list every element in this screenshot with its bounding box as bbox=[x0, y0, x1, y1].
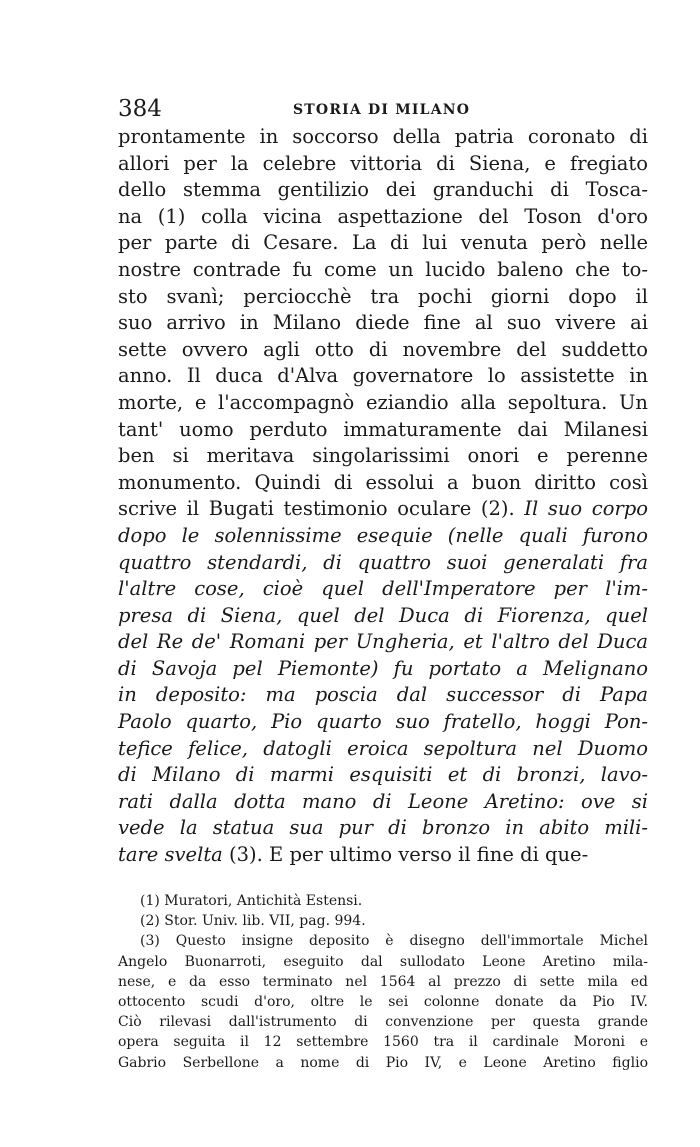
footnote-line: Angelo Buonarroti, eseguito dal sullodato Leone Aretino mila- bbox=[118, 953, 648, 970]
body-line bbox=[118, 682, 648, 709]
text-span: na (1) colla vicina aspettazione del Toson d'oro bbox=[118, 204, 648, 228]
body-line bbox=[118, 310, 648, 337]
italic-quote-span: quattro stendardi, di quattro suoi generalati fra bbox=[118, 550, 648, 574]
body-line bbox=[118, 417, 648, 444]
italic-quote-span: di Milano di marmi esquisiti et di bronzi, lavo- bbox=[118, 763, 648, 787]
text-span: dello stemma gentilizio dei granduchi di Tosca- bbox=[118, 178, 648, 202]
footnote-line: Ciò rilevasi dall'istrumento di convenzione per questa grande bbox=[118, 1014, 648, 1031]
italic-quote-span: vede la statua sua pur di bronzo in abito mili- bbox=[118, 816, 648, 840]
footnote-line: opera seguita il 12 settembre 1560 tra il cardinale Moroni e bbox=[118, 1034, 648, 1051]
body-line bbox=[118, 842, 648, 869]
body-line bbox=[118, 470, 648, 497]
body-line bbox=[118, 337, 648, 364]
text-span: morte, e l'accompagnò eziandio alla sepoltura. Un bbox=[118, 390, 648, 414]
text-span: anno. Il duca d'Alva governatore lo assistette in bbox=[118, 364, 648, 388]
body-text bbox=[118, 124, 648, 869]
italic-quote-span: in deposito: ma poscia dal successor di Papa bbox=[118, 683, 648, 707]
italic-quote-span: dopo le solennissime esequie (nelle quali furono bbox=[118, 523, 648, 547]
body-line bbox=[118, 656, 648, 683]
text-span: nostre contrade fu come un lucido baleno che to- bbox=[118, 257, 648, 281]
body-line bbox=[118, 151, 648, 178]
body-line bbox=[118, 363, 648, 390]
body-line bbox=[118, 284, 648, 311]
body-line bbox=[118, 736, 648, 763]
text-span: prontamente in soccorso della patria coronato di bbox=[118, 125, 648, 148]
italic-quote-span: del Re de' Romani per Ungheria, et l'altro del Duca bbox=[118, 630, 648, 654]
italic-quote-span: Il suo corpo bbox=[524, 497, 648, 521]
text-span: per parte di Cesare. La di lui venuta però nelle bbox=[118, 231, 648, 255]
body-line bbox=[118, 124, 648, 151]
body-line bbox=[118, 550, 648, 577]
footnote-line: (1) Muratori, Antichità Estensi. bbox=[140, 893, 363, 909]
text-span: ben si meritava singolarissimi onori e perenne bbox=[118, 444, 648, 468]
body-line bbox=[118, 762, 648, 789]
footnote-line: Gabrio Serbellone a nome di Pio IV, e Leone Aretino figlio bbox=[118, 1054, 648, 1071]
text-span: scrive il Bugati testimonio oculare (2). bbox=[118, 497, 525, 521]
italic-quote-span: di Savoja pel Piemonte) fu portato a Melignano bbox=[118, 656, 648, 680]
page-header bbox=[118, 96, 648, 126]
italic-quote-span: l'altre cose, cioè quel dell'Imperatore per l'im- bbox=[118, 577, 648, 601]
footnote-line: (3) Questo insigne deposito è disegno dell'immortale Michel bbox=[140, 933, 648, 950]
running-head: STORIA DI MILANO bbox=[293, 102, 471, 118]
text-span: monumento. Quindi di essolui a buon diritto così bbox=[118, 470, 648, 494]
italic-quote-span: tare svelta bbox=[118, 843, 223, 867]
body-line bbox=[118, 789, 648, 816]
page-number: 384 bbox=[118, 96, 162, 122]
body-line bbox=[118, 496, 648, 523]
text-span: sette ovvero agli otto di novembre del suddetto bbox=[118, 337, 648, 361]
body-line bbox=[118, 629, 648, 656]
footnote-line: ottocento scudi d'oro, oltre le sei colonne donate da Pio IV. bbox=[118, 993, 648, 1010]
italic-quote-span: tefice felice, datogli eroica sepoltura nel Duomo bbox=[118, 736, 648, 760]
text-span: allori per la celebre vittoria di Siena, e fregiato bbox=[118, 151, 648, 175]
body-line bbox=[118, 257, 648, 284]
text-span: sto svanì; perciocchè tra pochi giorni dopo il bbox=[118, 284, 648, 308]
text-span: suo arrivo in Milano diede fine al suo vivere ai bbox=[118, 311, 648, 335]
body-line bbox=[118, 177, 648, 204]
text-span: tant' uomo perduto immaturamente dai Milanesi bbox=[118, 417, 648, 441]
body-line bbox=[118, 603, 648, 630]
body-line bbox=[118, 523, 648, 550]
body-line bbox=[118, 390, 648, 417]
text-span: (3). E per ultimo verso il fine di que- bbox=[222, 843, 589, 867]
footnote-line: (2) Stor. Univ. lib. VII, pag. 994. bbox=[140, 913, 366, 930]
body-line bbox=[118, 709, 648, 736]
italic-quote-span: presa di Siena, quel del Duca di Fiorenza, quel bbox=[118, 603, 648, 627]
body-line bbox=[118, 230, 648, 257]
italic-quote-span: rati dalla dotta mano di Leone Aretino: ove si bbox=[118, 789, 648, 813]
body-line bbox=[118, 576, 648, 603]
body-line bbox=[118, 204, 648, 231]
footnote-line: nese, e da esso terminato nel 1564 al prezzo di sette mila ed bbox=[118, 973, 648, 990]
footnotes bbox=[118, 891, 648, 1073]
body-line bbox=[118, 443, 648, 470]
italic-quote-span: Paolo quarto, Pio quarto suo fratello, hoggi Pon- bbox=[118, 710, 648, 734]
body-line bbox=[118, 815, 648, 842]
